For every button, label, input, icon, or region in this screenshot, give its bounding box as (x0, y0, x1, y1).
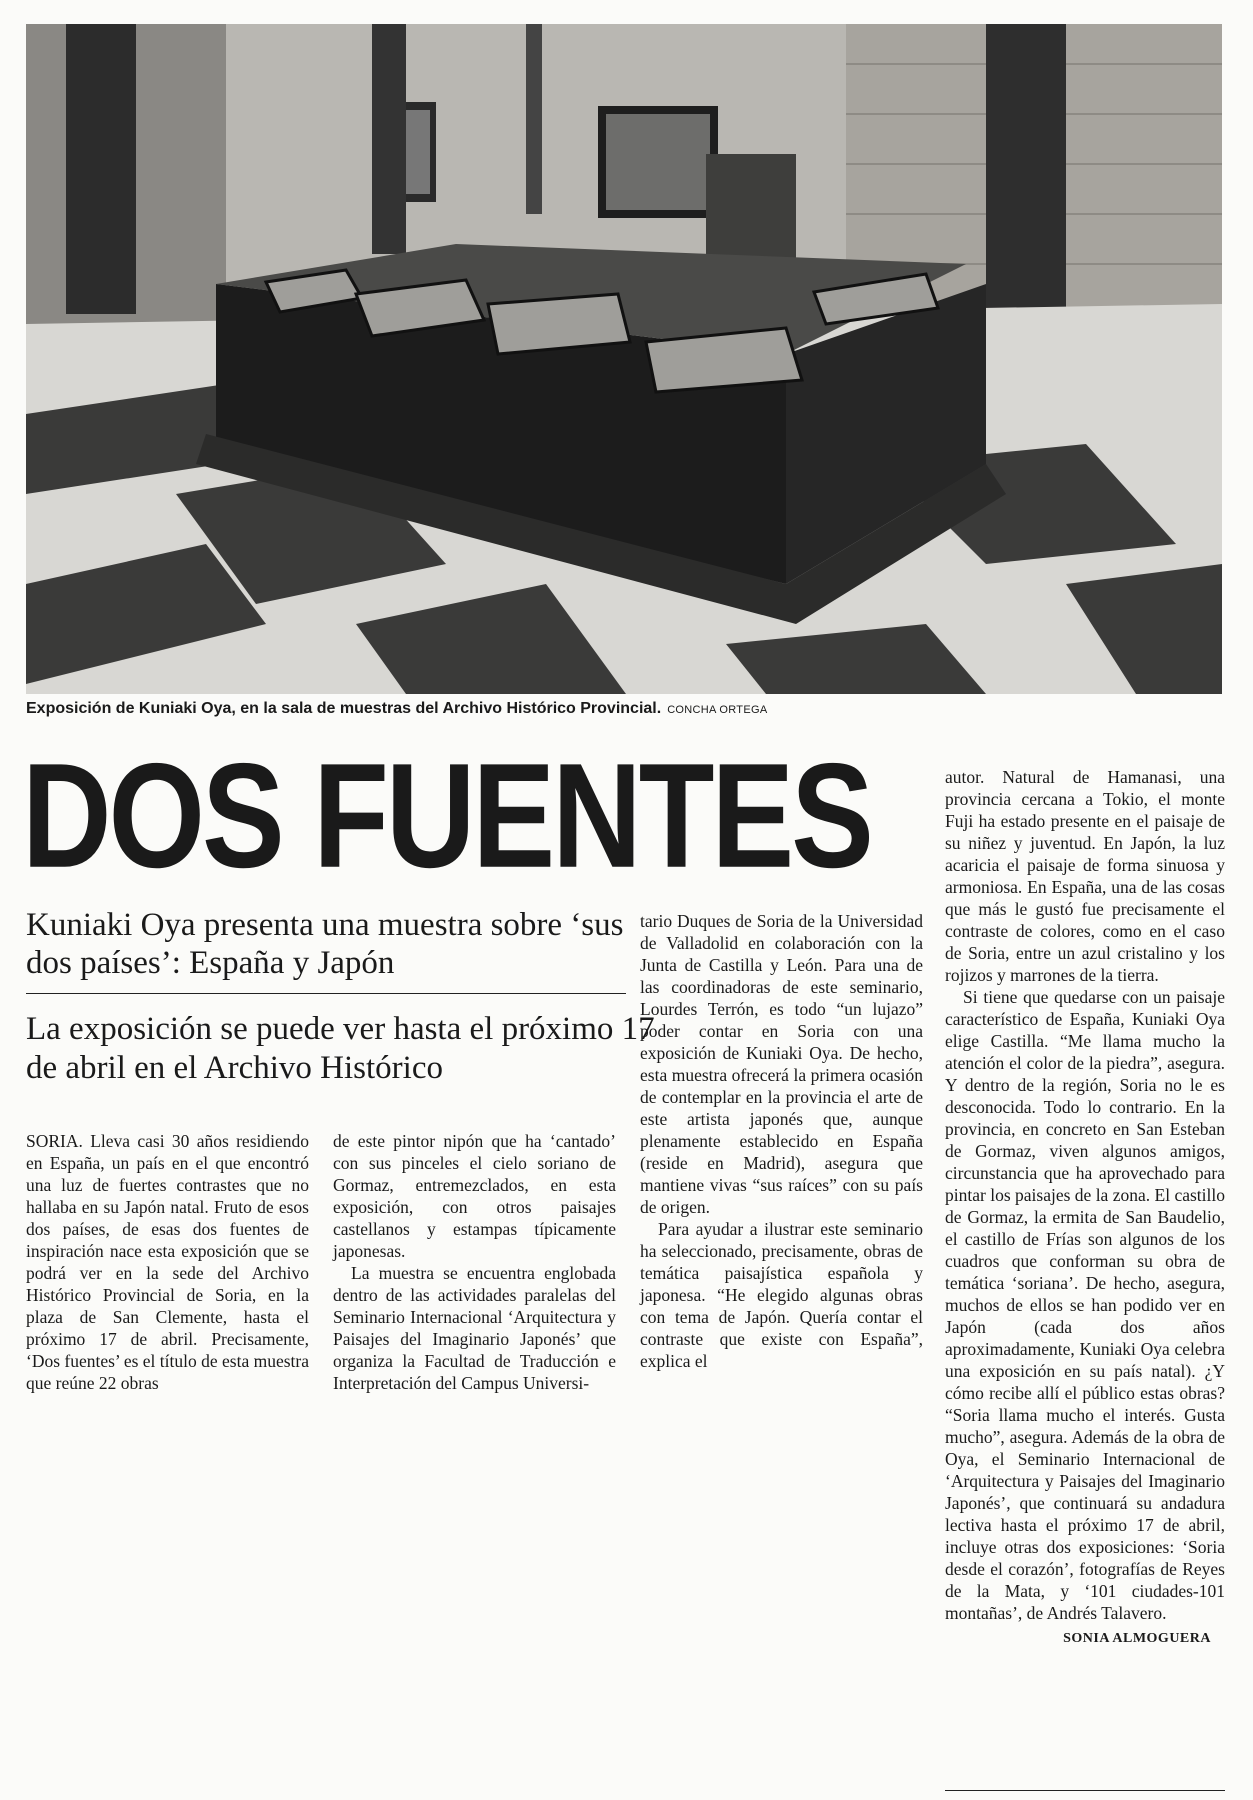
paragraph: La muestra se encuentra englobada dentro de las actividades paralelas del Seminario Internacional ‘Arquitectura y Paisajes del Imaginario Japonés’ que organiza la Facultad de Traducción e Interpretación del Campus Universi- (333, 1263, 616, 1393)
article-column-3 (640, 910, 923, 1372)
byline: SONIA ALMOGUERA (1063, 1631, 1211, 1646)
deck-divider (26, 993, 626, 994)
paragraph: Si tiene que quedarse con un paisaje característico de España, Kuniaki Oya elige Castilla. “Me llama mucho la atención el color de la piedra”, asegura. Y dentro de la región, Soria no le es desconocida. Todo lo contrario. En la provincia, en concreto en San Esteban de Gormaz, viven algunos amigos, circunstancia que ha aprovechado para pintar los paisajes de la zona. El castillo de Gormaz, la ermita de San Baudelio, el castillo de Frías son algunos de los cuadros que conforman su obra de temática ‘soriana’. De hecho, asegura, muchos de ellos se han podido ver en Japón (cada dos años aproximadamente, Kuniaki Oya celebra una exposición en su país natal). ¿Y cómo recibe allí el público estas obras? “Soria llama mucho el interés. Gusta mucho”, asegura. Además de la obra de Oya, el Seminario Internacional de ‘Arquitectura y Paisajes del Imaginario Japonés’, que continuará su andadura lectiva hasta el próximo 17 de abril, incluye otras dos exposiciones: ‘Soria desde el corazón’, fotografías de Reyes de la Mata, y ‘101 ciudades-101 montañas’, de Andrés Talavero. (945, 987, 1225, 1623)
paragraph: tario Duques de Soria de la Universidad de Valladolid en colaboración con la Junta de Castilla y León. Para una de las coordinadoras de este seminario, Lourdes Terrón, es todo “un lujazo” poder contar en Soria con una exposición de Kuniaki Oya. De hecho, esta muestra ofrecerá la primera ocasión de contemplar en la provincia el arte de este artista japonés que, aunque plenamente establecido en España (reside en Madrid), asegura que mantiene vivas “sus raíces” con su país de origen. (640, 911, 923, 1217)
secondary-subheadline: La exposición se puede ver hasta el próximo 17 de abril en el Archivo Histórico (26, 1011, 655, 1086)
photo-credit: CONCHA ORTEGA (667, 704, 768, 716)
photo-caption (26, 700, 1026, 718)
exhibition-photo (26, 24, 1222, 694)
caption-text: Exposición de Kuniaki Oya, en la sala de muestras del Archivo Histórico Provincial. (26, 700, 662, 717)
bottom-divider (945, 1790, 1225, 1791)
article-column-2 (333, 1130, 616, 1394)
article-column-1 (26, 1130, 309, 1394)
paragraph: de este pintor nipón que ha ‘cantado’ con sus pinceles el cielo soriano de Gormaz, entremezclados, en esta exposición, con otros paisajes castellanos y estampas típicamente japonesas. (333, 1131, 616, 1261)
article-column-4 (945, 766, 1225, 1650)
subheadline: Kuniaki Oya presenta una muestra sobre ‘sus dos países’: España y Japón (26, 907, 624, 981)
headline: DOS FUENTES (22, 733, 871, 900)
paragraph: autor. Natural de Hamanasi, una provincia cercana a Tokio, el monte Fuji ha estado presente en el paisaje de su niñez y juventud. En Japón, la luz acaricia el paisaje de forma sinuosa y armoniosa. En España, una de las cosas que más le gustó fue precisamente el contraste de colores, como en el caso de Soria, entre un azul cristalino y los rojizos y marrones de la tierra. (945, 767, 1225, 985)
paragraph: SORIA. Lleva casi 30 años residiendo en España, un país en el que encontró una luz de fuertes contrastes que no hallaba en su Japón natal. Fruto de esos dos países, de esas dos fuentes de inspiración nace esta exposición que se podrá ver en la sede del Archivo Histórico Provincial de Soria, en la plaza de San Clemente, hasta el próximo 17 de abril. Precisamente, ‘Dos fuentes’ es el título de esta muestra que reúne 22 obras (26, 1131, 309, 1393)
paragraph: Para ayudar a ilustrar este seminario ha seleccionado, precisamente, obras de temática paisajística española y japonesa. “He elegido algunas obras con tema de Japón. Quería contar el contraste que existe con España”, explica el (640, 1219, 923, 1371)
exhibition-hall-illustration (26, 24, 1222, 694)
